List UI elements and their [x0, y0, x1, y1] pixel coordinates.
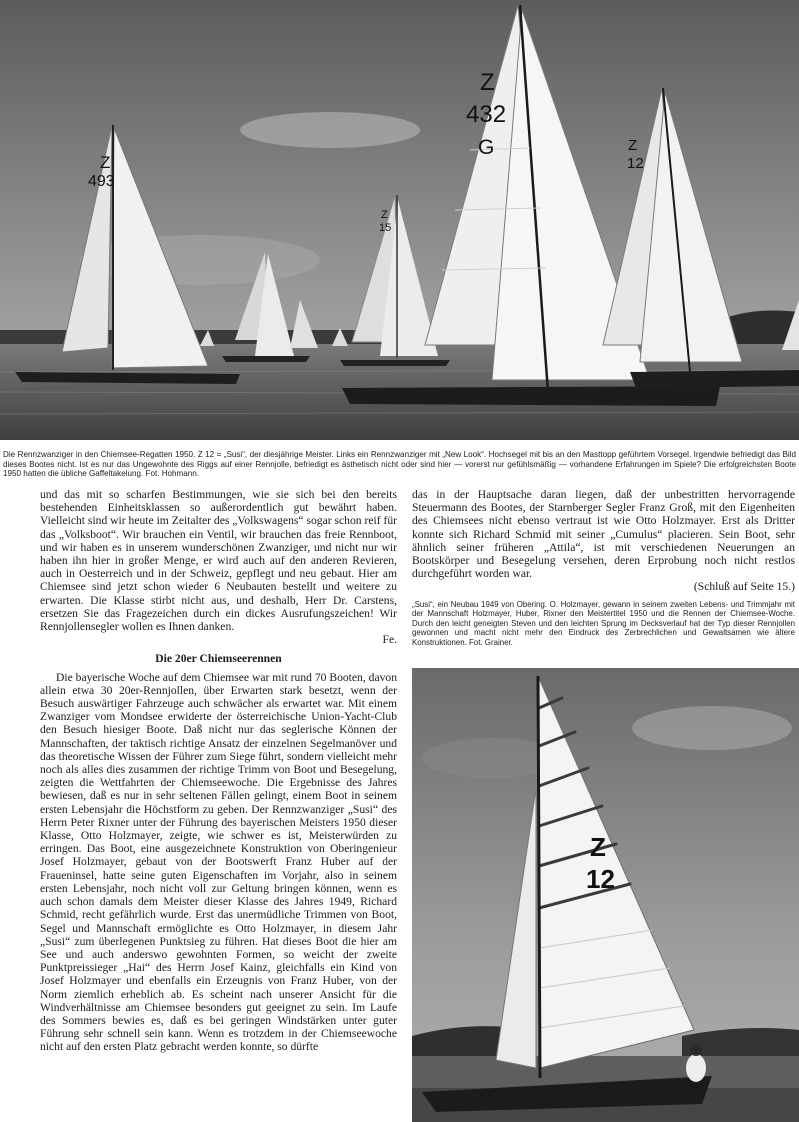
susi-photo — [412, 668, 799, 1122]
intro-paragraph — [40, 488, 397, 646]
continuation-paragraph — [412, 488, 795, 594]
intro-text: und das mit so scharfen Bestimmungen, wie sie sich bei den bereits bestehenden Einheitsklassen so außerordentlich gut bewährt haben. Vielleicht sind wir heute im Zeitalter des „Volkswagens“ sogar schon reif für das „Volksboot“. Wir brauchen ein Ventil, wir brauchen das freie Rennboot, und wir haben es in unserem wunderschönen Zwanziger, und nicht nur wir haben ihn hier in großer Menge, er wird auch auf den anderen Revieren, auch in Oesterreich und in der Schweiz, gepflegt und neu gebaut. Hier am Chiemsee sind jetzt schon wieder 6 Neubauten bestellt und weitere zu erwarten. Die Klasse stirbt nicht aus, und deshalb, Herr Dr. Carstens, ersetzen Sie das Fragezeichen durch ein dickes Ausrufungszeichen! Wir Rennjollensegler wollen es Ihnen danken. — [40, 488, 397, 634]
body-paragraph: Die bayerische Woche auf dem Chiemsee war mit rund 70 Booten, davon allein etwa 30 20er-Rennjollen, über Erwarten stark besetzt, wenn der Besuch auswärtiger Fahrzeuge auch schwächer als erwartet war. Mit einem Zwanziger vom Mondsee erwiderte der österreichische Union-Yacht-Club den Besuch hiesiger Boote. Daß nicht nur das seglerische Können der Mannschaften, der taktisch richtige Ansatz der einzelnen Segelmanöver und das theoretische Wissen der Führer zum Siege führt, sondern vielleicht mehr noch als alles dies zusammen der richtige Trimm von Boot und Besegelung, zeigten die Wettfahrten der Chiemseewoche. Die Ergebnisse des Jahres bewiesen, daß es nur in sehr seltenen Fällen gelingt, einem Boot in seinem ersten Lebensjahr die Höchstform zu geben. Der Rennzwanziger „Susi“ des Herrn Peter Rixner unter der Führung des bayerischen Meisters 1950 dieser Klasse, Otto Holzmayer, zeigte, wie schwer es ist, Meisterwürden zu erringen. Das Boot, eine ausgezeichnete Konstruktion von Oberingenieur Josef Holzmayer, gebaut von der Bootswerft Franz Huber auf der Fraueninsel, hatte seine guten Eigenschaften im Vorjahr, also in seinem ersten Lebensjahr, noch nicht voll zur Geltung bringen können, wenn es auch schon damals dem Meister dieser Klasse des Jahres 1949, Richard Schmid, recht gefährlich wurde. Erst das unermüdliche Trimmen von Boot, Segel und Mannschaft ermöglichte es Otto Holzmayer, in diesem Jahr „Susi“ zum überlegenen Punktsieg zu führen. Hat dieses Boot die hier am See und auch anderswo gewohnten Formen, so weicht der zweite Punktpreissieger „Hai“ des Herrn Josef Kainz, gleichfalls ein Kind von Josef Holzmayer und ebenfalls ein Erzeugnis von Franz Huber, von der Norm ziemlich erheblich ab. Es scheint nach unserer Ansicht für die Windverhältnisse am Chiemsee besonders gut geeignet zu sein. Im Laufe des Sommers bewies es, daß es bei geringen Windstärken unter guter Führung sehr schnell sein kann. Wenn es trotzdem in der Chiemseewoche nicht auf den ersten Platz gebracht werden konnte, so dürfte — [40, 670, 397, 1054]
sail-number-label: 432 — [466, 101, 507, 128]
section-heading: Die 20er Chiemseerennen — [155, 652, 282, 666]
sail-class-label: Z — [590, 832, 606, 862]
sail-extra-label: G — [478, 136, 495, 159]
susi-photo-caption: „Susi“, ein Neubau 1949 von Obering. O. Holzmayer, gewann in seinem zweiten Lebens- und Trimmjahr mit der Mannschaft Holzmayer, Huber, Rixner den Meistertitel 1950 und die Rennen der Chiemsee-Woche. Durch den leicht geneigten Steven und den leichten Sprung im Decksverlauf hat der Typ dieser Rennjollen gewonnen und macht nicht mehr den Eindruck des Zerbrechlichen und Gewaltsamen wie ältere Konstruktionen. Fot. Grainer. — [412, 600, 795, 647]
susi-photo-drawing — [412, 668, 799, 1122]
author-signature: Fe. — [382, 633, 397, 647]
continuation-text: das in der Hauptsache daran liegen, daß der unbestritten hervorragende Steuermann des Bootes, der Starnberger Segler Franz Groß, mit den Eigenheiten des Chiemsees nicht ebenso vertraut ist wie Otto Holzmayer. Erst als Dritter konnte sich Richard Schmid mit seiner „Cumulus“ placieren. Sein Boot, sehr ähnlich seiner früheren „Attila“, ist mit verschiedenen Neuerungen an Bootskörper und Besegelung versehen, deren Erprobung noch nicht restlos durchgeführt worden war. — [412, 488, 795, 581]
sail-class-label: Z — [628, 137, 638, 154]
sail-class-label: Z — [100, 153, 111, 172]
right-column — [412, 488, 795, 594]
sail-class-label: Z — [381, 209, 388, 221]
left-column — [40, 488, 397, 1054]
regatta-photo-drawing — [0, 0, 799, 440]
sail-number-label: 493 — [88, 173, 115, 190]
sail-number-label: 12 — [627, 155, 644, 172]
top-photo-caption: Die Rennzwanziger in den Chiemsee-Regatten 1950. Z 12 = „Susi“, der diesjährige Meister. Links ein Rennzwanziger mit „New Look“. Hochsegel mit bis an den Masttopp geführtem Vorsegel. Irgendwie befriedigt das Bild dieses Bootes nicht. Ist es nur das Ungewohnte des Riggs auf einer Rennjolle, befriedigt es ästhetisch nicht oder sind hier — vorerst nur gefühlsmäßig — vorhandene Erfahrungen im Spiele? Die erfolgreichsten Boote 1950 hatten die übliche Gaffeltakelung. Fot. Hohmann. — [3, 450, 796, 479]
sail-number-label: 12 — [586, 864, 615, 894]
sail-number-label: 15 — [379, 222, 392, 234]
continued-note: (Schluß auf Seite 15.) — [693, 580, 795, 594]
sail-class-label: Z — [480, 69, 495, 96]
regatta-photo — [0, 0, 799, 440]
